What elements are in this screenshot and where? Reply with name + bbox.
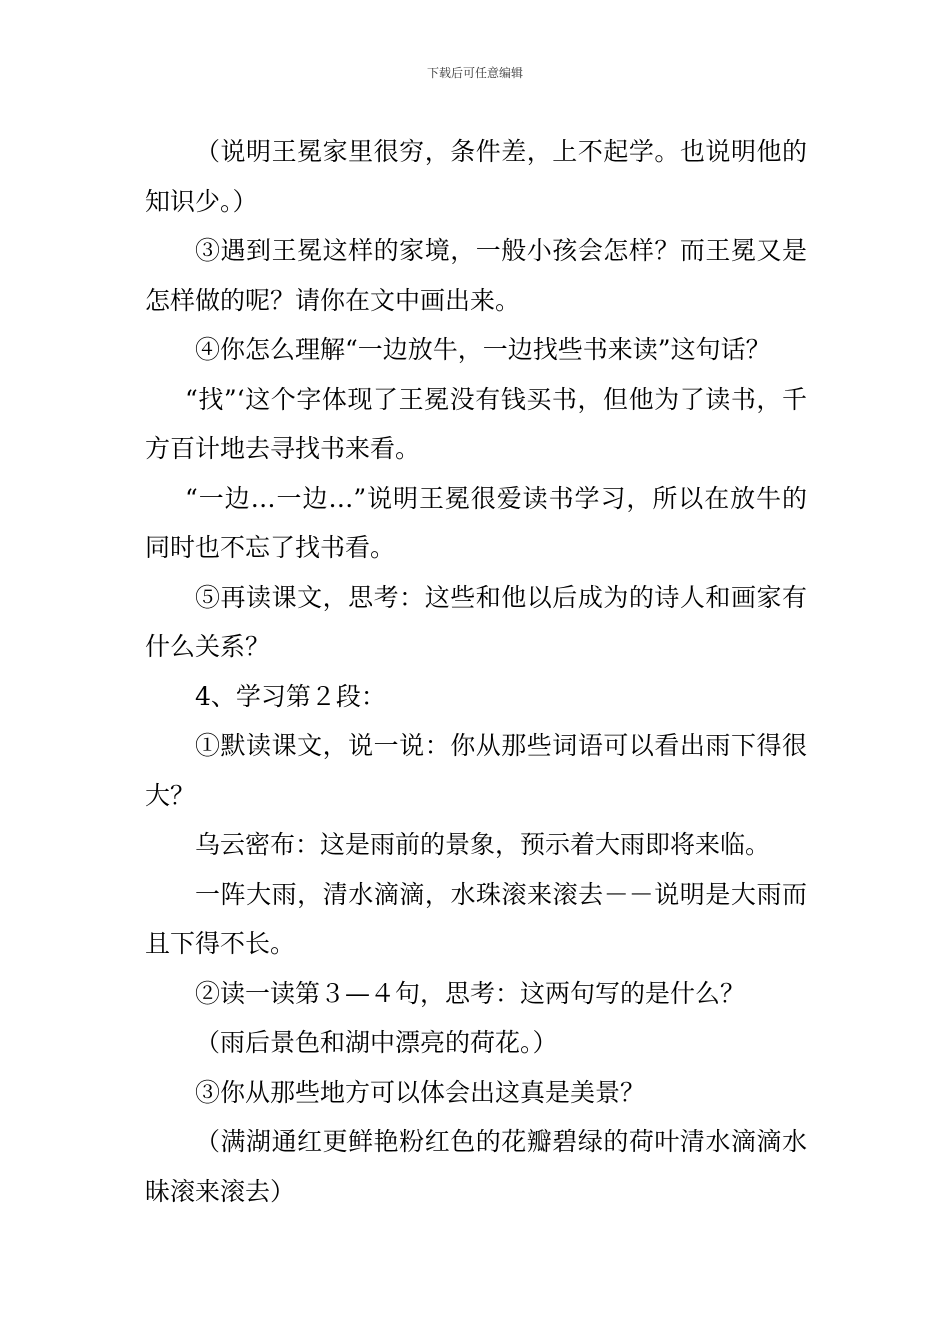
paragraph-4: “找”‘这个字体现了王冕没有钱买书，但他为了读书，千方百计地去寻找书来看。 xyxy=(145,384,807,463)
paragraph-11: ②读一读第３—４句，思考：这两句写的是什么？ xyxy=(195,978,746,1008)
paragraph-10: 一阵大雨，清水滴滴，水珠滚来滚去－－说明是大雨而且下得不长。 xyxy=(145,879,807,958)
paragraph-5: “一边…一边…”说明王冕很爱读书学习，所以在放牛的同时也不忘了找书看。 xyxy=(145,483,807,562)
paragraph-8: ①默读课文，说一说：你从那些词语可以看出雨下得很大？ xyxy=(145,731,807,810)
page-header: 下载后可任意编辑 xyxy=(426,66,523,80)
paragraph-2: ③遇到王冕这样的家境，一般小孩会怎样？而王冕又是怎样做的呢？请你在文中画出来。 xyxy=(145,236,807,315)
paragraph-7: 4、学习第２段： xyxy=(195,681,386,711)
paragraph-9: 乌云密布：这是雨前的景象，预示着大雨即将来临。 xyxy=(195,830,771,859)
paragraph-3: ④你怎么理解“一边放牛，一边找些书来读”这句话？ xyxy=(195,335,771,364)
paragraph-13: ③你从那些地方可以体会出这真是美景？ xyxy=(195,1077,646,1107)
paragraph-1: （说明王冕家里很穷，条件差，上不起学。也说明他的知识少。） xyxy=(145,137,807,216)
paragraph-12: （雨后景色和湖中漂亮的荷花。） xyxy=(195,1028,558,1057)
paragraph-14: （满湖通红更鲜艳粉红色的花瓣碧绿的荷叶清水滴滴水昧滚来滚去） xyxy=(145,1127,807,1206)
document-body xyxy=(145,127,807,1216)
paragraph-6: ⑤再读课文，思考：这些和他以后成为的诗人和画家有什么关系？ xyxy=(145,582,807,661)
